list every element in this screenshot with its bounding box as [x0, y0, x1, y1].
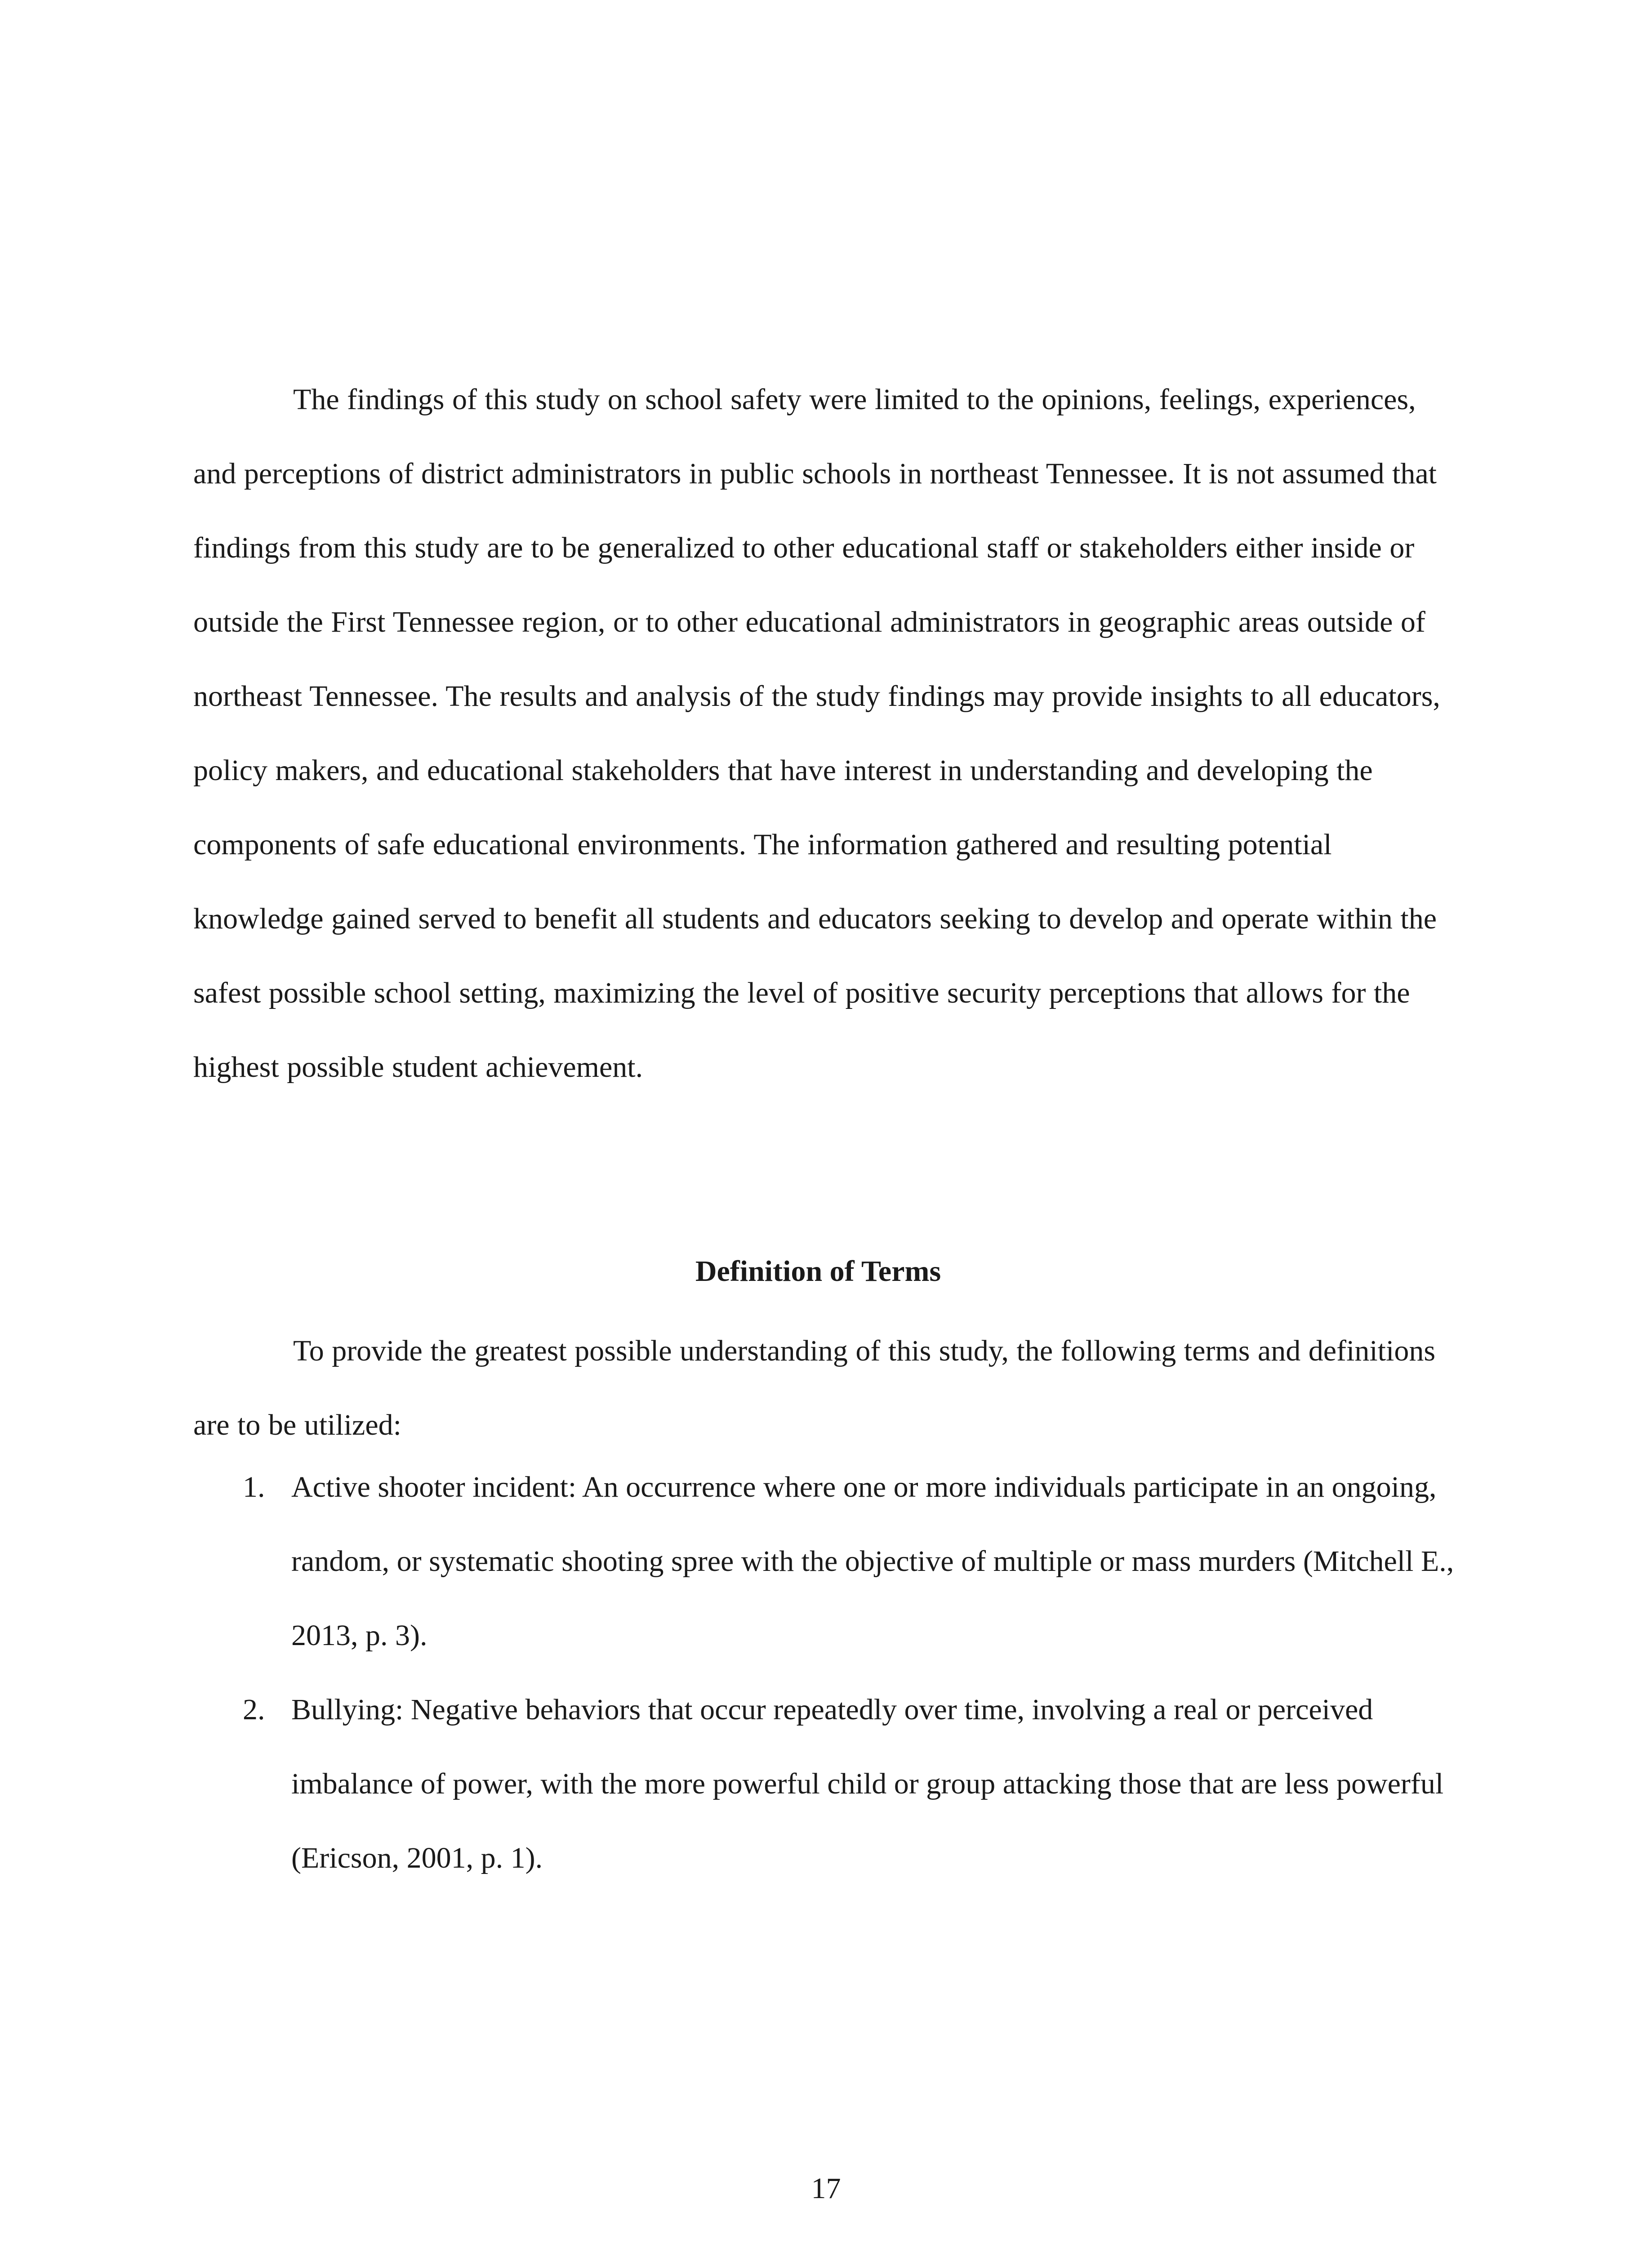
list-item: [193, 1673, 1497, 1895]
list-item-number: 1.: [243, 1471, 265, 1503]
list-item-text: Bullying: Negative behaviors that occur repeatedly over time, involving a real or perceived imbalance of power, with the more powerful child or group attacking those that are less powerful (Ericson, 2001, p. 1).: [291, 1693, 1444, 1874]
definitions-intro-paragraph: To provide the greatest possible understanding of this study, the following terms and definitions are to be utilized:: [193, 1334, 1436, 1441]
terms-list: [193, 1450, 1497, 1895]
list-item-text: Active shooter incident: An occurrence where one or more individuals participate in an ongoing, random, or systematic shooting spree with the objective of multiple or mass murders (Mitchell E., 2013, p. 3).: [291, 1471, 1454, 1652]
list-item: [193, 1450, 1497, 1673]
section-heading: Definition of Terms: [695, 1255, 941, 1288]
page-number: 17: [811, 2172, 841, 2205]
limitations-section: [193, 362, 1443, 1104]
definitions-intro-section: [193, 1314, 1443, 1462]
list-item-number: 2.: [243, 1693, 265, 1726]
limitations-paragraph: The findings of this study on school safety were limited to the opinions, feelings, experiences, and perceptions of district administrators in public schools in northeast Tennessee. It is not assumed that findings from this study are to be generalized to other educational staff or stakeholders either inside or outside the First Tennessee region, or to other educational administrators in geographic areas outside of northeast Tennessee. The results and analysis of the study findings may provide insights to all educators, policy makers, and educational stakeholders that have interest in understanding and developing the components of safe educational environments. The information gathered and resulting potential knowledge gained served to benefit all students and educators seeking to develop and operate within the safest possible school setting, maximizing the level of positive security perceptions that allows for the highest possible student achievement.: [193, 383, 1440, 1084]
